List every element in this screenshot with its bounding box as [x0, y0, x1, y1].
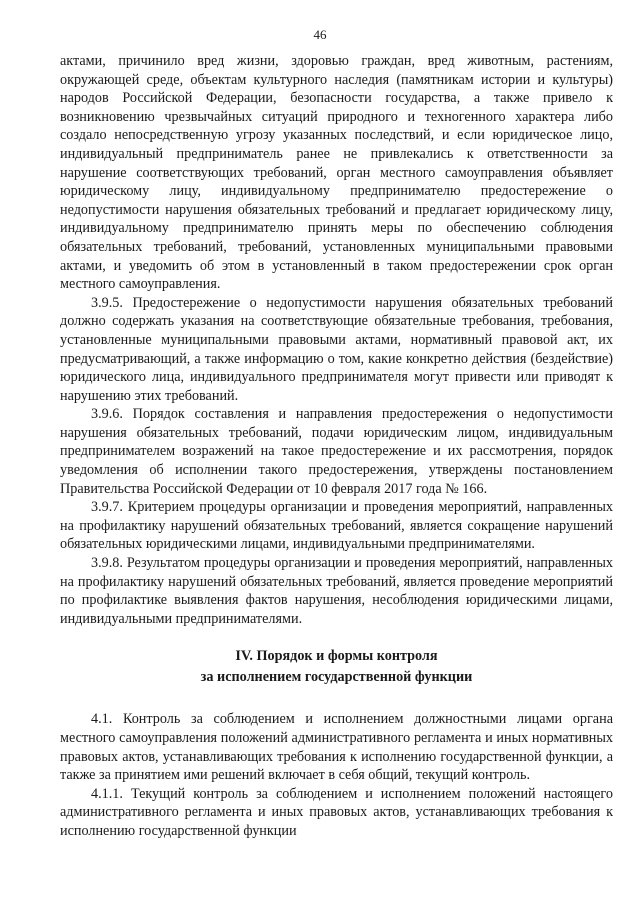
section-heading — [60, 646, 613, 688]
paragraph-3-9-8: 3.9.8. Результатом процедуры организации и проведения мероприятий, направленных на профилактику нарушений обязательных требований, является проведение мероприятий по профилактике выявления фактов нарушения, несоблюдения юридическими лицами, индивидуальными предпринимателями. — [60, 555, 613, 627]
document-body — [60, 52, 613, 841]
section-heading-line2: за исполнением государственной функции — [200, 669, 473, 686]
paragraph-4-1-1: 4.1.1. Текущий контроль за соблюдением и исполнением положений настоящего административного регламента и иных правовых актов, устанавливающих требования к исполнению государственной функции — [60, 785, 613, 839]
paragraph-continuation: актами, причинило вред жизни, здоровью граждан, вред животным, растениям, окружающей среде, объектам культурного наследия (памятникам истории и культуры) народов Российской Федерации, безопасности государства, а также привело к возникновению чрезвычайных ситуаций природного и техногенного характера либо создало непосредственную угрозу указанных последствий, и если юридическое лицо, индивидуальный предприниматель ранее не привлекались к ответственности за нарушение соответствующих требований, орган местного самоуправления объявляет юридическому лицу, индивидуальному предпринимателю предостережение о недопустимости нарушения обязательных требований и предлагает юридическому лицу, индивидуальному предпринимателю принять меры по обеспечению соблюдения обязательных требований, требований, установленных муниципальными правовыми актами, и уведомить об этом в установленный в таком предостережении срок орган местного самоуправления. — [60, 53, 613, 293]
paragraph-3-9-5: 3.9.5. Предостережение о недопустимости нарушения обязательных требований должно содержать указания на соответствующие обязательные требования, требования, установленные муниципальными правовыми актами, нормативный правовой акт, их предусматривающий, а также информацию о том, какие конкретно действия (бездействие) юридического лица, индивидуального предпринимателя могут привести или приводят к нарушению этих требований. — [60, 294, 613, 404]
paragraph-3-9-6: 3.9.6. Порядок составления и направления предостережения о недопустимости нарушения обязательных требований, подачи юридическим лицом, индивидуальным предпринимателем возражений на такое предостережение и их рассмотрения, порядок уведомления об исполнении такого предостережения, утверждены постановлением Правительства Российской Федерации от 10 февраля 2017 года № 166. — [60, 406, 613, 497]
section-heading-line1: IV. Порядок и формы контроля — [235, 648, 438, 665]
paragraph-4-1: 4.1. Контроль за соблюдением и исполнением должностными лицами органа местного самоуправления положений административного регламента и иных нормативных правовых актов, устанавливающих требования к исполнению государственной функции, а также за принятием ими решений включает в себя общий, текущий контроль. — [60, 711, 613, 784]
page-number: 46 — [313, 27, 327, 42]
paragraph-3-9-7: 3.9.7. Критерием процедуры организации и проведения мероприятий, направленных на профилактику нарушений обязательных требований, является сокращение нарушений обязательных юридическими лицами, индивидуальными предпринимателями. — [60, 499, 613, 553]
